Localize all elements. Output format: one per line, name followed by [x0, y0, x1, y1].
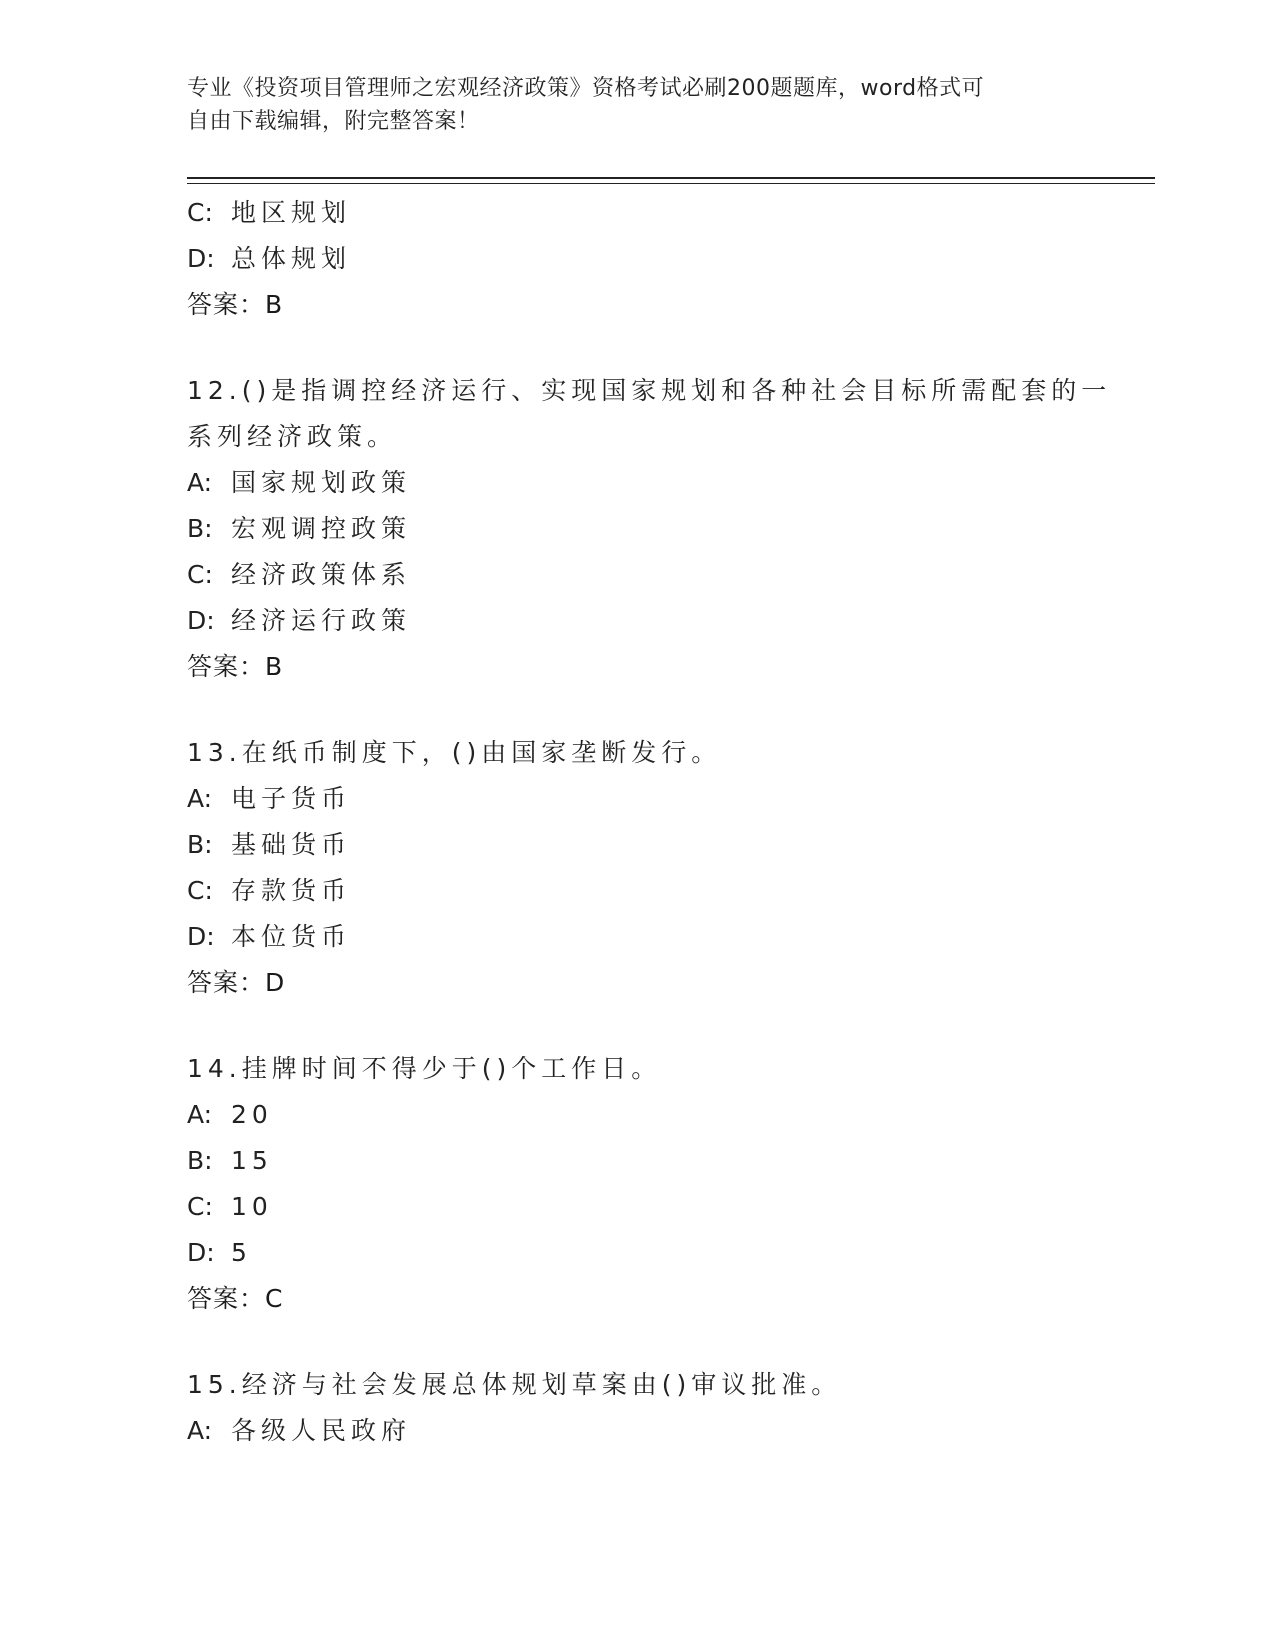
carry-over-block: [187, 190, 1087, 328]
option-row: [187, 868, 1087, 914]
option-key: B:: [187, 514, 213, 543]
option-key: A:: [187, 468, 213, 497]
option-key: C:: [187, 198, 213, 227]
option-row: [187, 506, 1087, 552]
option-row: [187, 1184, 1087, 1230]
option-row: [187, 236, 1087, 282]
option-key: D:: [187, 1238, 215, 1267]
option-text: 10: [231, 1192, 273, 1221]
option-text: 经济政策体系: [231, 560, 412, 589]
option-key: B:: [187, 1146, 213, 1175]
option-row: [187, 190, 1087, 236]
option-key: A:: [187, 1416, 213, 1445]
option-row: [187, 460, 1087, 506]
question-text-cont: 系列经济政策。: [187, 422, 398, 451]
option-key: D:: [187, 922, 215, 951]
option-row: [187, 1092, 1087, 1138]
option-text: 5: [231, 1238, 252, 1267]
option-key: C:: [187, 560, 213, 589]
question-text: 13.在纸币制度下，()由国家垄断发行。: [187, 738, 722, 767]
answer-line: 答案：C: [187, 1284, 284, 1313]
answer-line: 答案：B: [187, 652, 284, 681]
option-row: [187, 822, 1087, 868]
document-header: [187, 72, 1087, 138]
option-text: 存款货币: [231, 876, 352, 905]
option-text: 15: [231, 1146, 273, 1175]
option-text: 各级人民政府: [231, 1416, 412, 1445]
option-text: 本位货币: [231, 922, 352, 951]
option-text: 宏观调控政策: [231, 514, 412, 543]
header-rule-thin: [187, 183, 1155, 184]
header-line-2: 自由下载编辑，附完整答案！: [187, 109, 480, 134]
header-line-1: 专业《投资项目管理师之宏观经济政策》资格考试必刷200题题库，word格式可: [187, 76, 985, 101]
option-text: 总体规划: [231, 244, 352, 273]
question-text: 12.()是指调控经济运行、实现国家规划和各种社会目标所需配套的一: [187, 376, 1112, 405]
question-15: [187, 1362, 1087, 1454]
option-key: D:: [187, 606, 215, 635]
question-13: [187, 730, 1087, 1006]
option-text: 基础货币: [231, 830, 352, 859]
option-row: [187, 1138, 1087, 1184]
option-key: C:: [187, 1192, 213, 1221]
option-text: 国家规划政策: [231, 468, 412, 497]
option-row: [187, 914, 1087, 960]
option-key: C:: [187, 876, 213, 905]
answer-line: 答案：D: [187, 968, 286, 997]
option-row: [187, 598, 1087, 644]
answer-line: 答案：B: [187, 290, 284, 319]
option-key: B:: [187, 830, 213, 859]
option-row: [187, 552, 1087, 598]
option-text: 20: [231, 1100, 273, 1129]
question-14: [187, 1046, 1087, 1322]
question-text: 15.经济与社会发展总体规划草案由()审议批准。: [187, 1370, 842, 1399]
option-row: [187, 1408, 1087, 1454]
question-text: 14.挂牌时间不得少于()个工作日。: [187, 1054, 662, 1083]
header-rule-thick: [187, 177, 1155, 179]
option-key: A:: [187, 1100, 213, 1129]
option-text: 经济运行政策: [231, 606, 412, 635]
option-key: A:: [187, 784, 213, 813]
option-row: [187, 776, 1087, 822]
option-text: 地区规划: [231, 198, 352, 227]
option-row: [187, 1230, 1087, 1276]
question-12: [187, 368, 1112, 690]
option-text: 电子货币: [231, 784, 352, 813]
option-key: D:: [187, 244, 215, 273]
question-list: [187, 190, 1112, 1454]
